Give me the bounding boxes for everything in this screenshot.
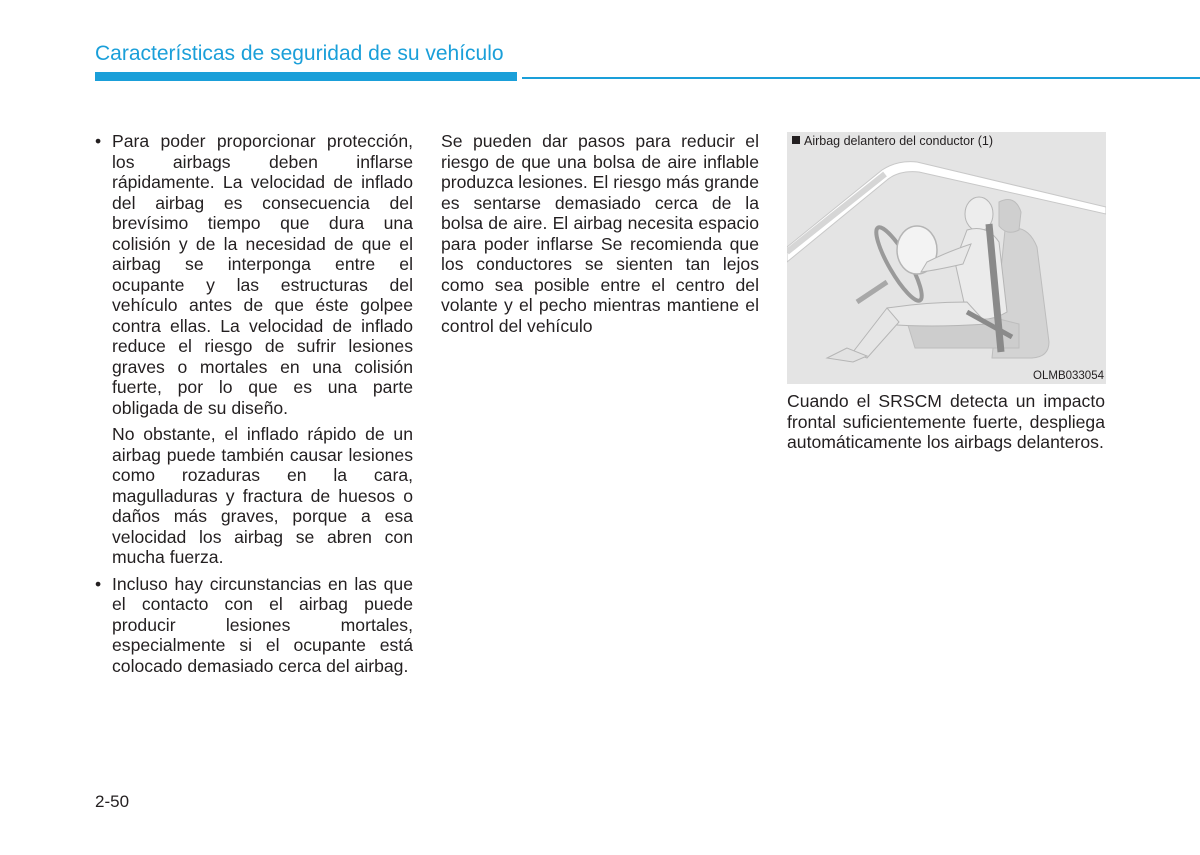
bullet-item (95, 574, 413, 677)
body-paragraph: Cuando el SRSCM detecta un impacto frontal suficientemente fuerte, despliega automáticamente los airbags delanteros. (787, 391, 1105, 452)
text-column-2 (441, 131, 759, 336)
text-column-1 (95, 131, 413, 676)
text-column-3 (787, 391, 1105, 453)
header-rule-thin (522, 77, 1200, 79)
airbag-figure (787, 132, 1106, 384)
bullet-dot-icon: • (95, 573, 102, 594)
driver-airbag-illustration (787, 152, 1106, 364)
figure-caption (792, 134, 993, 148)
figure-code: OLMB033054 (1033, 370, 1104, 382)
header-rule-thick (95, 72, 517, 81)
bullet-text: Incluso hay circunstancias en las que el contacto con el airbag puede producir lesiones mortales, especialmente si el ocupante está colocado demasiado cerca del airbag. (112, 573, 413, 676)
page-section-title: Características de seguridad de su vehículo (95, 42, 504, 65)
page-number: 2-50 (95, 792, 130, 811)
body-paragraph: Se pueden dar pasos para reducir el riesgo de que una bolsa de aire inflable produzca lesiones. El riesgo más grande es sentarse demasiado cerca de la bolsa de aire. El airbag necesita espacio para poder inflarse Se recomienda que los conductores se sienten tan lejos como sea posible entre el centro del volante y el pecho mientras mantiene el control del vehículo (441, 131, 759, 336)
bullet-continuation: No obstante, el inflado rápido de un airbag puede también causar lesiones como rozaduras en la cara, magulladuras y fractura de huesos o daños más graves, porque a esa velocidad los airbag se abren con mucha fuerza. (112, 424, 413, 567)
bullet-item (95, 131, 413, 418)
figure-caption-text: Airbag delantero del conductor (1) (804, 134, 994, 148)
bullet-text: Para poder proporcionar protección, los airbags deben inflarse rápidamente. La velocidad de inflado del airbag es consecuencia del brevísimo tiempo que dura una colisión y de la necesidad de que el airbag se interponga entre el ocupante y las estructuras del vehículo antes de que éste golpee contra ellas. La velocidad de inflado reduce el riesgo de sufrir lesiones graves o mortales en una colisión fuerte, por lo que es una parte obligada de su diseño. (112, 131, 413, 418)
caption-square-icon (792, 136, 800, 144)
bullet-dot-icon: • (95, 131, 102, 151)
